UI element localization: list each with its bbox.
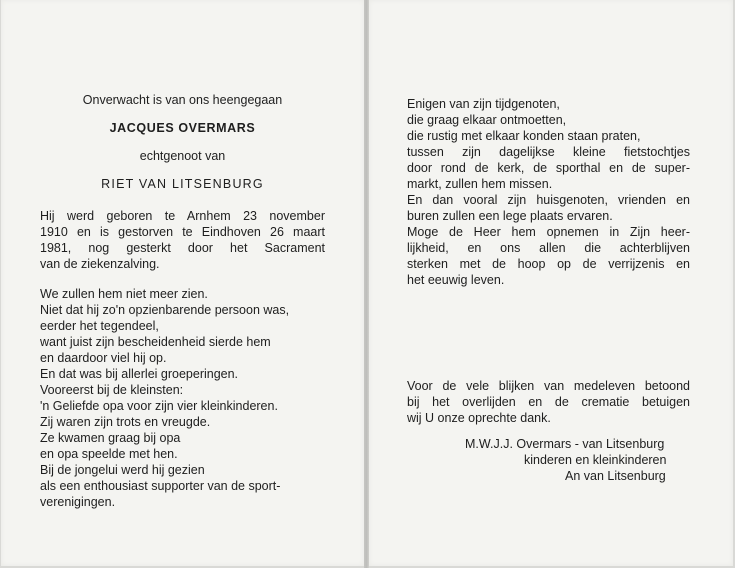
- poem-line: verenigingen.: [40, 495, 116, 509]
- text-line: door rond de kerk, de sporthal en de super-: [407, 161, 690, 175]
- text-line: tussen zijn dagelijkse kleine fietstochtjes: [407, 145, 690, 159]
- poem-line: eerder het tegendeel,: [40, 319, 159, 333]
- relation-line: echtgenoot van: [139, 149, 226, 163]
- text-line: En dan vooral zijn huisgenoten, vrienden en: [407, 193, 690, 207]
- text-line: buren zullen een lege plaats ervaren.: [407, 209, 613, 223]
- poem-line: En dat was bij allerlei groeperingen.: [40, 367, 239, 381]
- poem-line: Niet dat hij zo'n opzienbarende persoon was,: [40, 303, 290, 317]
- poem-line: We zullen hem niet meer zien.: [40, 287, 208, 301]
- signature-line: kinderen en kleinkinderen: [524, 453, 667, 467]
- poem-line: Ze kwamen graag bij opa: [40, 431, 181, 445]
- poem-line: Vooreerst bij de kleinsten:: [40, 383, 184, 397]
- intro-line: Onverwacht is van ons heengegaan: [82, 93, 283, 107]
- bio-line: 1910 en is gestorven te Eindhoven 26 maart: [40, 225, 325, 239]
- right-page: [369, 0, 733, 566]
- text-line: het eeuwig leven.: [407, 273, 505, 287]
- signature-line: An van Litsenburg: [565, 469, 666, 483]
- poem-line: en daardoor viel hij op.: [40, 351, 167, 365]
- text-line: die graag elkaar ontmoetten,: [407, 113, 567, 127]
- text-line: sterken met de hoop op de verrijzenis en: [407, 257, 690, 271]
- poem-line: Bij de jongelui werd hij gezien: [40, 463, 205, 477]
- thanks-line: bij het overlijden en de crematie betuigen: [407, 395, 690, 409]
- deceased-name: JACQUES OVERMARS: [109, 121, 256, 135]
- bio-line: Hij werd geboren te Arnhem 23 november: [40, 209, 325, 223]
- bio-line: 1981, nog gesterkt door het Sacrament: [40, 241, 325, 255]
- bio-line: van de ziekenzalving.: [40, 257, 160, 271]
- thanks-line: Voor de vele blijken van medeleven betoond: [407, 379, 690, 393]
- text-line: Moge de Heer hem opnemen in Zijn heer-: [407, 225, 690, 239]
- poem-line: en opa speelde met hen.: [40, 447, 178, 461]
- poem-line: als een enthousiast supporter van de sport-: [40, 479, 281, 493]
- thanks-line: wij U onze oprechte dank.: [407, 411, 551, 425]
- poem-line: Zij waren zijn trots en vreugde.: [40, 415, 211, 429]
- text-line: lijkheid, en ons allen die achterblijven: [407, 241, 690, 255]
- text-line: die rustig met elkaar konden staan praten,: [407, 129, 641, 143]
- text-line: Enigen van zijn tijdgenoten,: [407, 97, 560, 111]
- poem-line: 'n Geliefde opa voor zijn vier kleinkinderen.: [40, 399, 278, 413]
- signature-line: M.W.J.J. Overmars - van Litsenburg: [465, 437, 665, 451]
- poem-line: want juist zijn bescheidenheid sierde hem: [40, 335, 271, 349]
- left-page: [1, 0, 364, 566]
- spouse-name: RIET VAN LITSENBURG: [101, 177, 264, 191]
- text-line: markt, zullen hem missen.: [407, 177, 553, 191]
